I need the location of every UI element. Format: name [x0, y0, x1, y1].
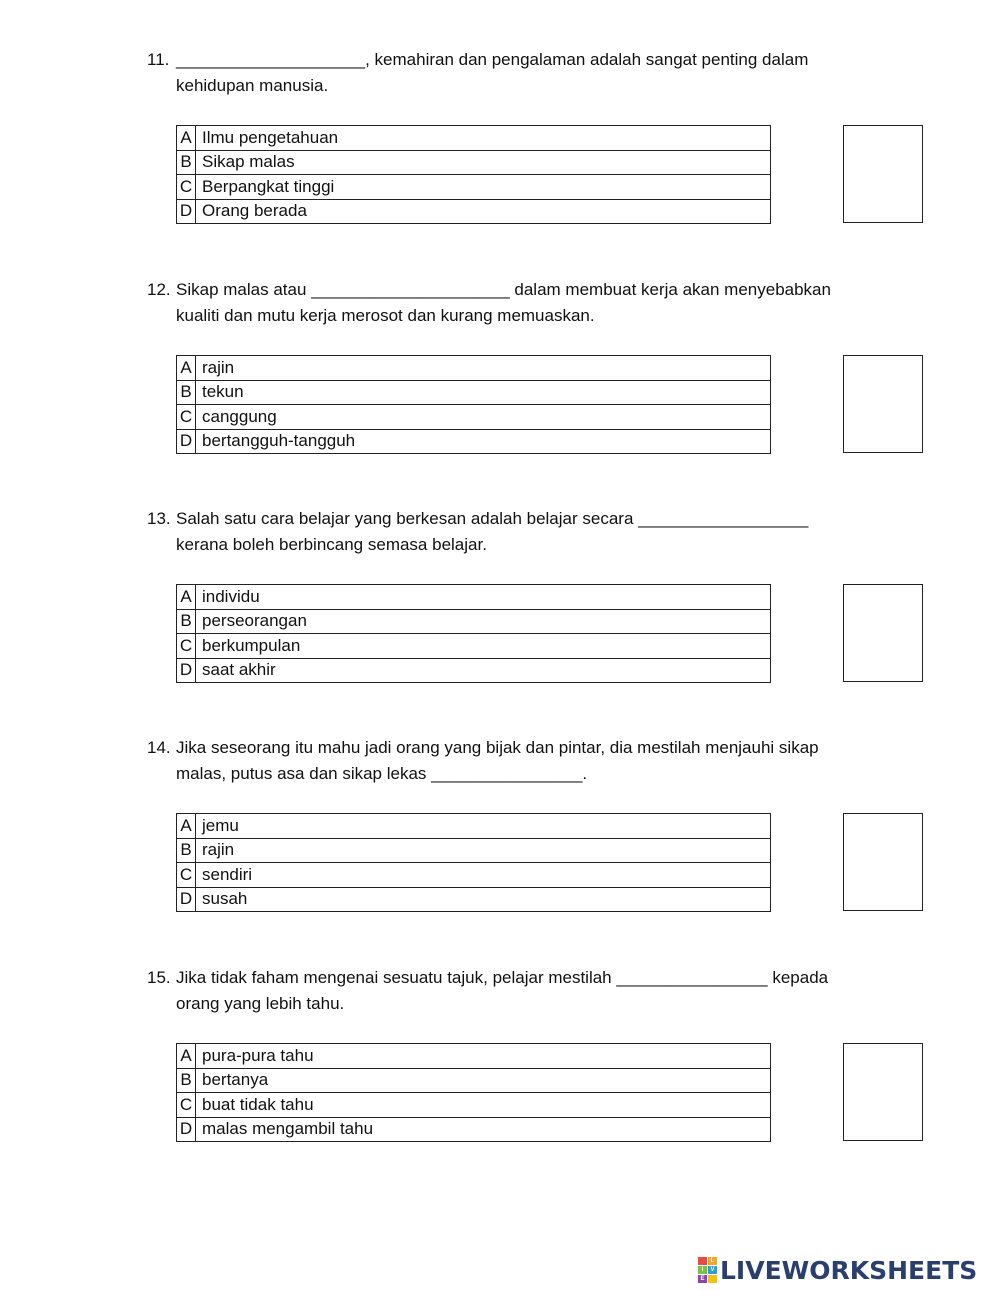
- option-letter: B: [177, 838, 196, 863]
- answer-box[interactable]: [843, 813, 923, 911]
- logo-cell: V: [708, 1266, 717, 1274]
- logo-cell: E: [698, 1275, 707, 1283]
- option-text: perseorangan: [196, 609, 771, 634]
- option-letter: A: [177, 1044, 196, 1069]
- option-row: [177, 199, 771, 224]
- option-row: [177, 405, 771, 430]
- question-line-1: Salah satu cara belajar yang berkesan adalah belajar secara __________________: [176, 509, 809, 528]
- option-text: susah: [196, 887, 771, 912]
- question-line-1: Jika seseorang itu mahu jadi orang yang bijak dan pintar, dia mestilah menjauhi sikap: [176, 738, 819, 757]
- option-letter: D: [177, 887, 196, 912]
- option-row: [177, 609, 771, 634]
- option-row: [177, 150, 771, 175]
- option-row: [177, 126, 771, 151]
- option-row: [177, 634, 771, 659]
- option-text: Berpangkat tinggi: [196, 175, 771, 200]
- option-row: [177, 658, 771, 683]
- question-line-2: kehidupan manusia.: [176, 76, 329, 95]
- option-text: pura-pura tahu: [196, 1044, 771, 1069]
- answer-box[interactable]: [843, 355, 923, 453]
- option-text: buat tidak tahu: [196, 1093, 771, 1118]
- option-row: [177, 838, 771, 863]
- logo-cell: L: [708, 1257, 717, 1265]
- option-text: malas mengambil tahu: [196, 1117, 771, 1142]
- option-text: bertangguh-tangguh: [196, 429, 771, 454]
- option-row: [177, 1068, 771, 1093]
- option-letter: A: [177, 126, 196, 151]
- question-line-2: kualiti dan mutu kerja merosot dan kurang memuaskan.: [176, 306, 595, 325]
- option-row: [177, 1044, 771, 1069]
- option-letter: C: [177, 634, 196, 659]
- option-row: [177, 380, 771, 405]
- answer-box[interactable]: [843, 125, 923, 223]
- logo-cell: I: [698, 1266, 707, 1274]
- option-letter: C: [177, 175, 196, 200]
- question-line-2: kerana boleh berbincang semasa belajar.: [176, 535, 487, 554]
- options-table: [176, 1043, 771, 1142]
- option-letter: A: [177, 585, 196, 610]
- option-row: [177, 1093, 771, 1118]
- option-letter: D: [177, 658, 196, 683]
- option-letter: B: [177, 150, 196, 175]
- question-line-2: malas, putus asa dan sikap lekas ________________.: [176, 764, 588, 783]
- option-row: [177, 1117, 771, 1142]
- option-letter: C: [177, 405, 196, 430]
- option-text: rajin: [196, 356, 771, 381]
- option-text: berkumpulan: [196, 634, 771, 659]
- question-number: 11.: [147, 50, 170, 69]
- option-text: Ilmu pengetahuan: [196, 126, 771, 151]
- option-letter: B: [177, 1068, 196, 1093]
- question-text: [147, 735, 867, 787]
- option-letter: C: [177, 863, 196, 888]
- option-text: saat akhir: [196, 658, 771, 683]
- option-text: Orang berada: [196, 199, 771, 224]
- question-number: 14.: [147, 738, 171, 757]
- options-table: [176, 125, 771, 224]
- question-text: [147, 965, 867, 1017]
- option-row: [177, 175, 771, 200]
- liveworksheets-logo: [698, 1256, 977, 1284]
- option-text: bertanya: [196, 1068, 771, 1093]
- question-text: [147, 277, 867, 329]
- option-text: rajin: [196, 838, 771, 863]
- option-letter: A: [177, 356, 196, 381]
- option-text: individu: [196, 585, 771, 610]
- question-text: [147, 47, 867, 99]
- logo-cell: [708, 1275, 717, 1283]
- options-table: [176, 584, 771, 683]
- option-row: [177, 863, 771, 888]
- option-letter: B: [177, 380, 196, 405]
- option-row: [177, 429, 771, 454]
- option-letter: A: [177, 814, 196, 839]
- answer-box[interactable]: [843, 584, 923, 682]
- option-letter: B: [177, 609, 196, 634]
- option-row: [177, 887, 771, 912]
- question-number: 13.: [147, 509, 171, 528]
- question-line-2: orang yang lebih tahu.: [176, 994, 345, 1013]
- question-text: [147, 506, 867, 558]
- option-text: sendiri: [196, 863, 771, 888]
- option-row: [177, 814, 771, 839]
- option-letter: D: [177, 429, 196, 454]
- options-table: [176, 813, 771, 912]
- options-table: [176, 355, 771, 454]
- option-text: Sikap malas: [196, 150, 771, 175]
- option-letter: D: [177, 199, 196, 224]
- answer-box[interactable]: [843, 1043, 923, 1141]
- question-number: 12.: [147, 280, 171, 299]
- logo-cell: [698, 1257, 707, 1265]
- option-row: [177, 585, 771, 610]
- question-line-1: Sikap malas atau _____________________ dalam membuat kerja akan menyebabkan: [176, 280, 831, 299]
- option-text: tekun: [196, 380, 771, 405]
- question-line-1: ____________________, kemahiran dan pengalaman adalah sangat penting dalam: [176, 50, 809, 69]
- option-text: jemu: [196, 814, 771, 839]
- option-row: [177, 356, 771, 381]
- option-letter: D: [177, 1117, 196, 1142]
- option-letter: C: [177, 1093, 196, 1118]
- question-number: 15.: [147, 968, 171, 987]
- question-line-1: Jika tidak faham mengenai sesuatu tajuk, pelajar mestilah ________________ kepada: [176, 968, 829, 987]
- logo-text: LIVEWORKSHEETS: [720, 1255, 978, 1285]
- option-text: canggung: [196, 405, 771, 430]
- logo-grid-icon: [698, 1257, 717, 1283]
